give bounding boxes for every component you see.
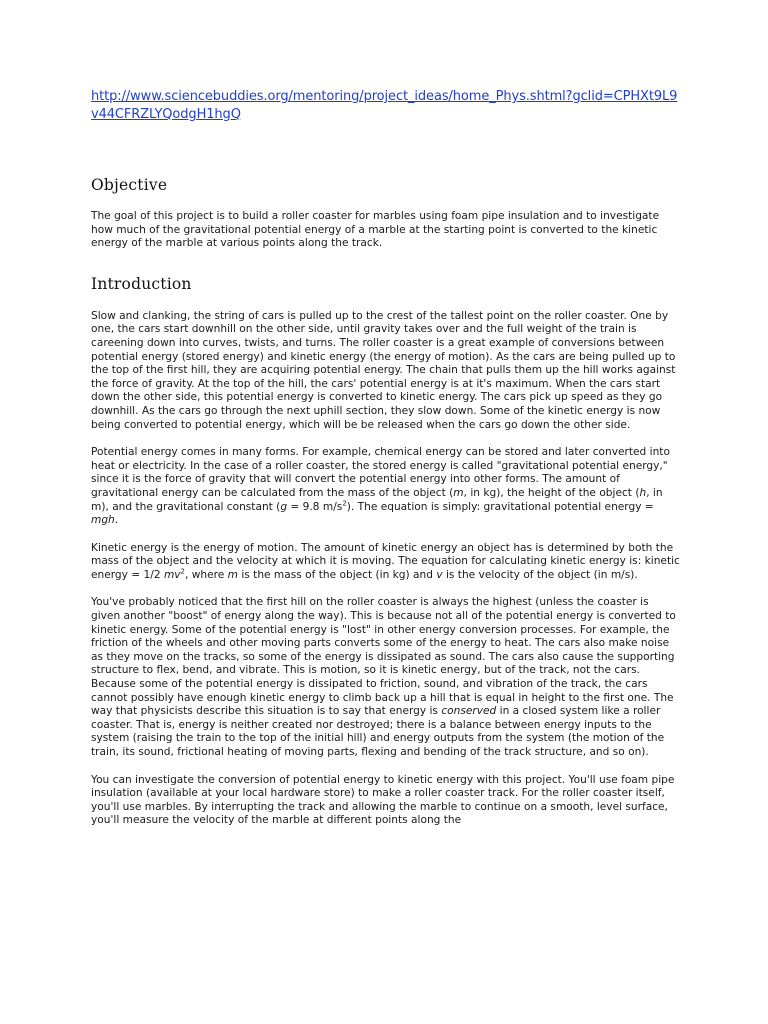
mass-symbol: m <box>453 486 464 499</box>
text-span: is the mass of the object (in kg) and <box>237 568 437 581</box>
text-span: , in m), and the gravitational constant ( <box>91 486 663 513</box>
conserved-term: conserved <box>441 705 497 718</box>
text-span: = 9.8 m/s <box>287 500 343 513</box>
intro-paragraph-3 <box>91 542 681 583</box>
velocity-symbol: v <box>436 568 443 581</box>
objective-heading: Objective <box>91 176 168 194</box>
text-span: Potential energy comes in many forms. For example, chemical energy can be stored and later converted into heat or electricity. In the case of a roller coaster, the stored energy is called "gravitational potential energy," since it is the force of gravity that will convert the potential energy into other forms. The amount of gravitational energy can be calculated from the mass of the object ( <box>91 446 670 499</box>
text-span: . <box>114 514 119 527</box>
height-symbol: h <box>639 486 647 499</box>
intro-paragraph-1: Slow and clanking, the string of cars is pulled up to the crest of the tallest point on the roller coaster. One by one, the cars start downhill on the other side, until gravity takes over and the full weight of the train is careening down into curves, twists, and turns. The roller coaster is a great example of conversions between potential energy (stored energy) and kinetic energy (the energy of motion). As the cars are being pulled up to the top of the first hill, they are acquiring potential energy. The chain that pulls them up the hill works against the force of gravity. At the top of the hill, the cars' potential energy is at it's maximum. When the cars start down the other side, this potential energy is converted to kinetic energy. The cars pick up speed as they go downhill. As the cars go through the next uphill section, they slow down. Some of the kinetic energy is now being converted to potential energy, which will be be released when the cars go down the other side. <box>91 309 676 431</box>
text-span: , where <box>185 568 228 581</box>
gravity-symbol: g <box>280 500 288 513</box>
objective-paragraph: The goal of this project is to build a roller coaster for marbles using foam pipe insulation and to investigate how much of the gravitational potential energy of a marble at the starting point is converted to the kinetic energy of the marble at various points along the track. <box>91 210 660 250</box>
text-span: ). The equation is simply: gravitational potential energy = <box>346 500 654 513</box>
superscript: 2 <box>180 567 186 576</box>
mv-formula: mv <box>163 568 181 581</box>
text-span: Kinetic energy is the energy of motion. The amount of kinetic energy an object has is determined by both the mass of the object and the velocity at which it is moving. The equation for calculating kinetic energy is: kinetic energy = 1/2 <box>91 541 680 581</box>
text-span: in a closed system like a roller coaster. That is, energy is neither created nor destroyed; there is a balance between energy inputs to the system (raising the train to the top of the initial hill) and energy outputs from the system (the motion of the train, its sound, frictional heating of moving parts, flexing and bending of the track structure, and so on). <box>91 705 665 758</box>
intro-paragraph-5: You can investigate the conversion of potential energy to kinetic energy with this project. You'll use foam pipe insulation (available at your local hardware store) to make a roller coaster track. For the roller coaster itself, you'll use marbles. By interrupting the track and allowing the marble to continue on a smooth, level surface, you'll measure the velocity of the marble at different points along the <box>91 773 675 827</box>
superscript: 2 <box>342 498 347 507</box>
text-span: You've probably noticed that the first hill on the roller coaster is always the highest (unless the coaster is given another "boost" of energy along the way). This is because not all of the potential energy is converted to kinetic energy. Some of the potential energy is "lost" in other energy conversion processes. For example, the friction of the wheels and other moving parts converts some of the energy to heat. The cars also make noise as they move on the tracks, so some of the energy is dissipated as sound. The cars also cause the supporting structure to flex, bend, and vibrate. This is motion, so it is kinetic energy, but of the track, not the cars. Because some of the potential energy is dissipated to friction, sound, and vibration of the track, the cars cannot possibly have enough kinetic energy to climb back up a hill that is equal in height to the first one. The way that physicists describe this situation is to say that energy is <box>91 596 676 718</box>
mgh-formula: mgh <box>91 514 115 527</box>
document-page <box>91 88 681 828</box>
mass-symbol: m <box>227 568 238 581</box>
intro-paragraph-4 <box>91 596 681 759</box>
intro-paragraph-2 <box>91 446 681 528</box>
text-span: is the velocity of the object (in m/s). <box>442 568 638 581</box>
introduction-heading: Introduction <box>91 274 192 293</box>
text-span: , in kg), the height of the object ( <box>463 486 640 499</box>
source-url-link[interactable]: http://www.sciencebuddies.org/mentoring/project_ideas/home_Phys.shtml?gclid=CPHXt9L9v44CFRZLYQodgH1hgQ <box>91 89 678 122</box>
